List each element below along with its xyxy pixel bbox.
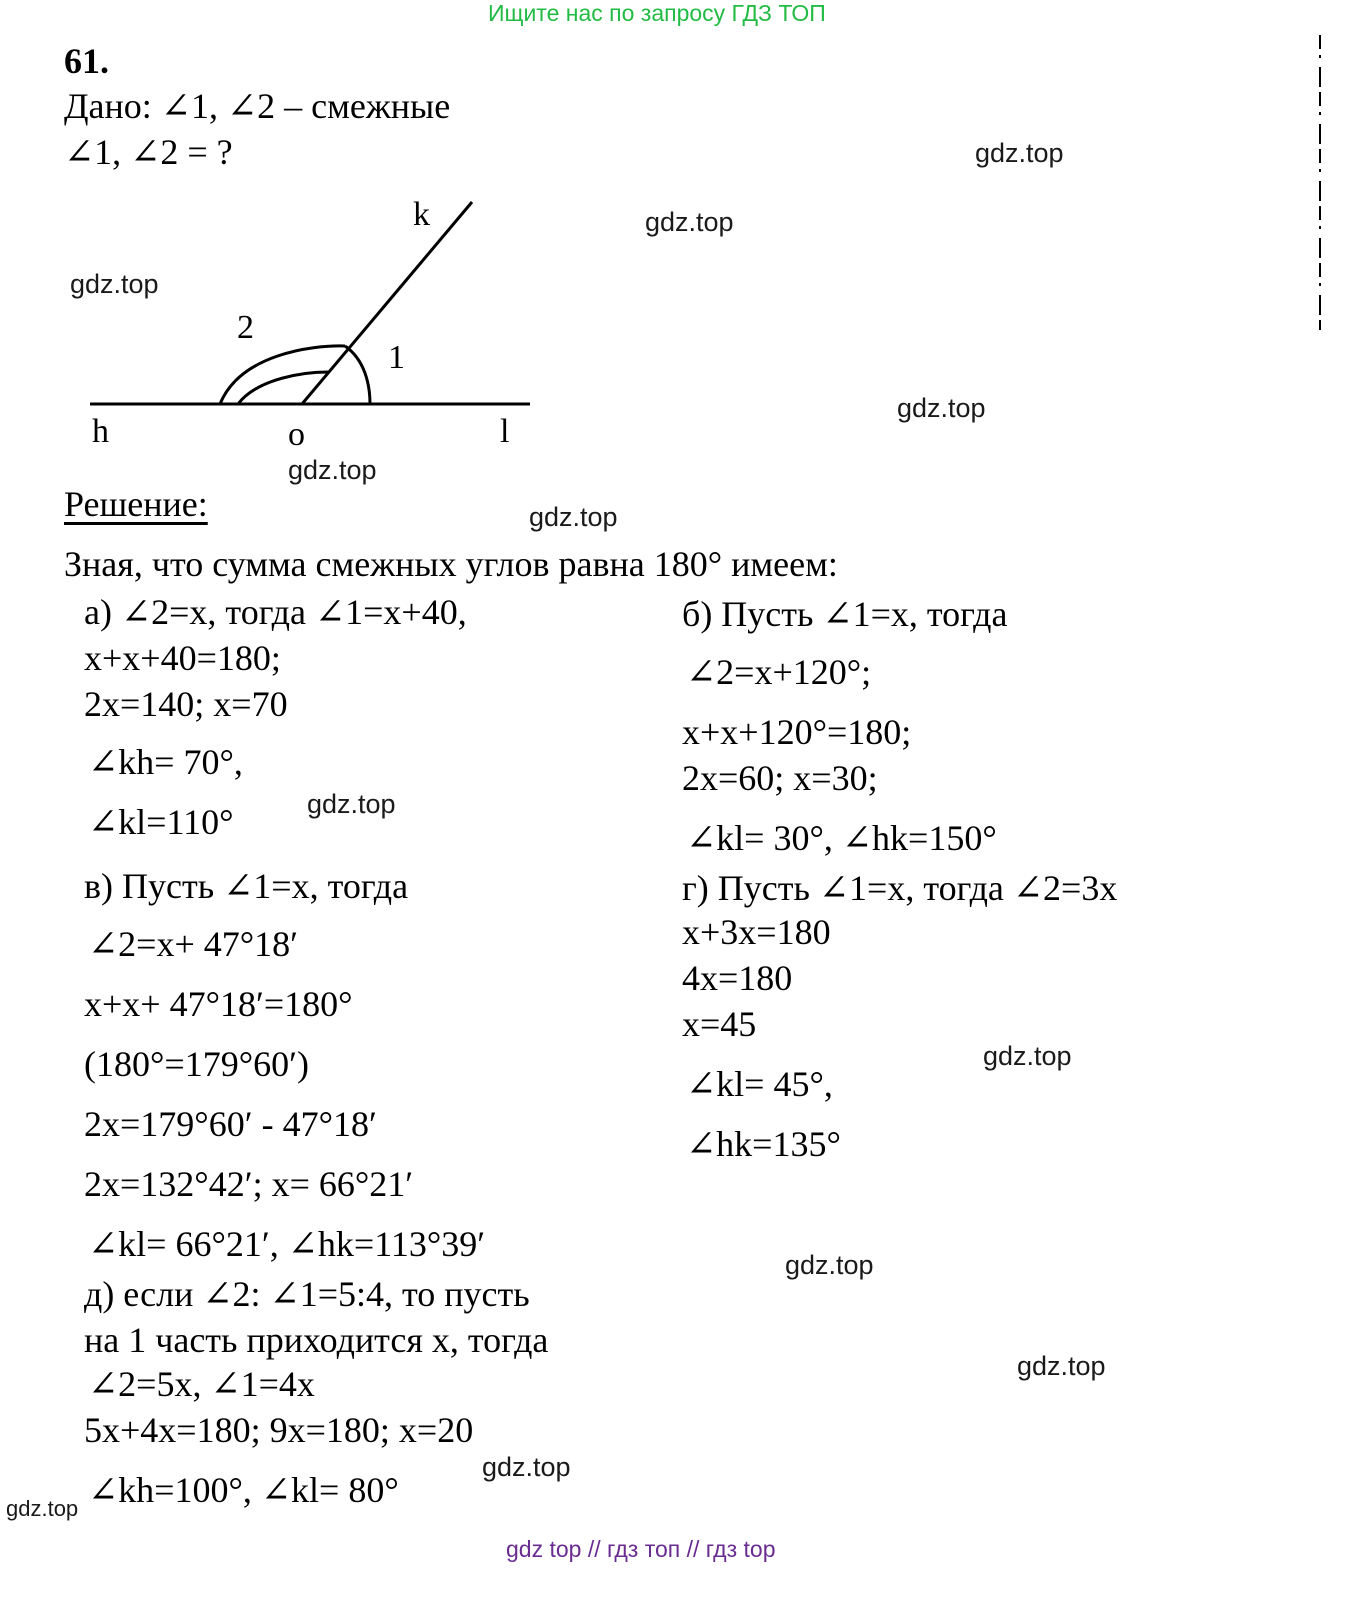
- part-b-line-3: x+x+120°=180;: [682, 712, 912, 752]
- part-d-line-4: 5x+4x=180; 9x=180; x=20: [84, 1410, 474, 1450]
- part-v-line-4: (180°=179°60′): [84, 1044, 309, 1084]
- part-b-line-2: ∠2=x+120°;: [686, 652, 872, 692]
- watermark: gdz.top: [529, 502, 618, 532]
- watermark: gdz.top: [70, 269, 159, 299]
- part-v-line-7: ∠kl= 66°21′, ∠hk=113°39′: [88, 1224, 486, 1264]
- given-line-2: ∠1, ∠2 = ?: [64, 132, 233, 172]
- part-v-line-5: 2x=179°60′ - 47°18′: [84, 1104, 377, 1144]
- watermark: gdz.top: [897, 393, 986, 423]
- watermark: gdz.top: [975, 138, 1064, 168]
- solution-heading: Решение:: [64, 484, 208, 524]
- watermark: gdz.top: [983, 1041, 1072, 1071]
- footer-links: gdz top // гдз топ // гдз top: [506, 1536, 776, 1562]
- label-k: k: [413, 196, 430, 233]
- part-d-line-2: на 1 часть приходится x, тогда: [84, 1320, 549, 1360]
- top-banner: Ищите нас по запросу ГДЗ ТОП: [488, 0, 826, 26]
- part-v-line-2: ∠2=x+ 47°18′: [88, 924, 299, 964]
- part-d-line-1: д) если ∠2: ∠1=5:4, то пусть: [84, 1274, 530, 1314]
- part-v-line-3: x+x+ 47°18′=180°: [84, 984, 353, 1024]
- part-g-line-2: x+3x=180: [682, 912, 831, 952]
- part-v-line-6: 2x=132°42′; x= 66°21′: [84, 1164, 414, 1204]
- part-v-line-1: в) Пусть ∠1=x, тогда: [84, 866, 409, 906]
- scan-edge-artifact: [1310, 30, 1330, 350]
- watermark: gdz.top: [1017, 1351, 1106, 1381]
- watermark: gdz.top: [482, 1452, 571, 1482]
- part-b-line-1: б) Пусть ∠1=x, тогда: [682, 594, 1008, 634]
- problem-number: 61.: [64, 41, 109, 81]
- part-b-line-5: ∠kl= 30°, ∠hk=150°: [686, 818, 997, 858]
- watermark: gdz.top: [307, 789, 396, 819]
- part-a-line-5: ∠kl=110°: [88, 802, 234, 842]
- part-d-line-5: ∠kh=100°, ∠kl= 80°: [88, 1470, 399, 1510]
- part-g-line-6: ∠hk=135°: [686, 1124, 841, 1164]
- part-a-line-4: ∠kh= 70°,: [88, 742, 243, 782]
- label-h: h: [92, 413, 109, 450]
- part-g-line-3: 4x=180: [682, 958, 793, 998]
- part-g-line-1: г) Пусть ∠1=x, тогда ∠2=3x: [682, 868, 1118, 908]
- part-g-line-5: ∠kl= 45°,: [686, 1064, 833, 1104]
- adjacent-angles-diagram: [80, 190, 560, 460]
- part-d-line-3: ∠2=5x, ∠1=4x: [88, 1364, 315, 1404]
- intro-text: Зная, что сумма смежных углов равна 180° имеем:: [64, 544, 838, 584]
- label-angle-1: 1: [388, 339, 405, 376]
- part-g-line-4: x=45: [682, 1004, 757, 1044]
- part-b-line-4: 2x=60; x=30;: [682, 758, 878, 798]
- ray-ok: [302, 202, 472, 404]
- watermark: gdz.top: [645, 207, 734, 237]
- label-o: o: [288, 416, 305, 453]
- part-a-line-1: а) ∠2=x, тогда ∠1=x+40,: [84, 592, 467, 632]
- watermark: gdz.top: [288, 455, 377, 485]
- label-l: l: [500, 413, 510, 450]
- arc-angle-1: [345, 346, 370, 404]
- part-a-line-2: x+x+40=180;: [84, 638, 281, 678]
- watermark: gdz.top: [6, 1496, 79, 1521]
- given-line-1: Дано: ∠1, ∠2 – смежные: [64, 86, 451, 126]
- part-a-line-3: 2x=140; x=70: [84, 684, 288, 724]
- watermark: gdz.top: [785, 1250, 874, 1280]
- label-angle-2: 2: [237, 309, 254, 346]
